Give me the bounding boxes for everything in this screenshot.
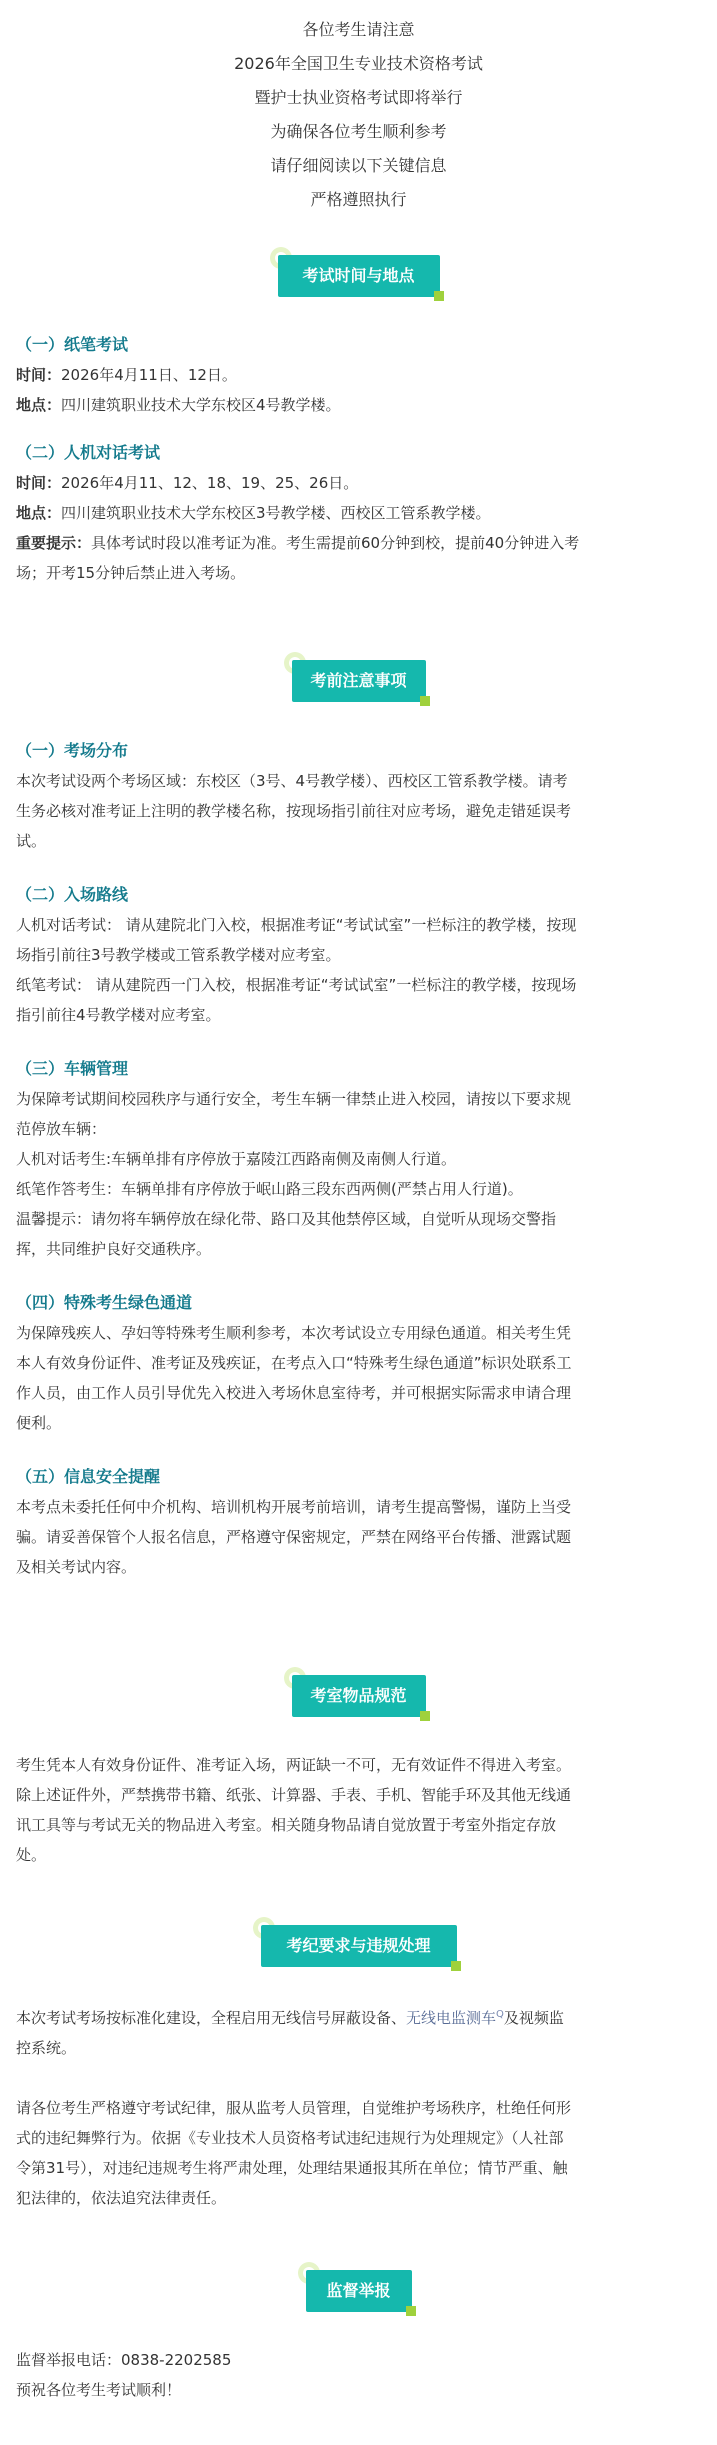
- paragraph: 生务必核对准考证上注明的教学楼名称，按现场指引前往对应考场，避免走错延误考: [16, 802, 572, 820]
- square-decoration-icon: [420, 1711, 430, 1721]
- intro-line: 为确保各位考生顺利参考: [270, 122, 447, 141]
- paragraph: 范停放车辆：: [16, 1120, 107, 1138]
- square-decoration-icon: [406, 2306, 416, 2316]
- paragraph: 讯工具等与考试无关的物品进入考室。相关随身物品请自觉放置于考室外指定存放: [16, 1816, 557, 1834]
- paragraph: 指引前往4号教学楼对应考室。: [16, 1006, 221, 1024]
- report-phone: 监督举报电话：0838-2202585: [16, 2351, 232, 2369]
- paragraph: 本次考试设两个考场区域：东校区（3号、4号教学楼）、西校区工管系教学楼。请考: [16, 772, 568, 790]
- section-badge-report: [306, 2270, 412, 2312]
- square-decoration-icon: [434, 291, 444, 301]
- section-badge-label: 考室物品规范: [292, 1675, 426, 1717]
- subsection-heading: （四）特殊考生绿色通道: [16, 1293, 193, 1312]
- paragraph: 处。: [16, 1846, 47, 1864]
- subsection-heading: （一）考场分布: [16, 741, 129, 760]
- paragraph: 本考点未委托任何中介机构、培训机构开展考前培训，请考生提高警惕，谨防上当受: [16, 1498, 572, 1516]
- paragraph: 人机对话考试： 请从建院北门入校，根据准考证“考试试室”一栏标注的教学楼，按现: [16, 916, 577, 934]
- paragraph: 地点：四川建筑职业技术大学东校区3号教学楼、西校区工管系教学楼。: [16, 504, 491, 522]
- paragraph: 本人有效身份证件、准考证及残疾证，在考点入口“特殊考生绿色通道”标识处联系工: [16, 1354, 572, 1372]
- section-badge-label: 监督举报: [306, 2270, 412, 2312]
- intro-line: 2026年全国卫生专业技术资格考试: [234, 54, 483, 73]
- paragraph: 犯法律的，依法追究法律责任。: [16, 2189, 227, 2207]
- section-notes: [16, 736, 702, 1582]
- section-badge-notes: [292, 660, 426, 702]
- search-icon[interactable]: Q: [496, 2009, 504, 2020]
- paragraph: 除上述证件外，严禁携带书籍、纸张、计算器、手表、手机、智能手环及其他无线通: [16, 1786, 572, 1804]
- paragraph: 为保障考试期间校园秩序与通行安全，考生车辆一律禁止进入校园，请按以下要求规: [16, 1090, 572, 1108]
- section-report: [16, 2345, 702, 2405]
- section-items: [16, 1750, 702, 1870]
- paragraph: 重要提示：具体考试时段以准考证为准。考生需提前60分钟到校，提前40分钟进入考: [16, 534, 580, 552]
- section-time-place: [16, 330, 702, 588]
- paragraph: 请各位考生严格遵守考试纪律，服从监考人员管理，自觉维护考场秩序，杜绝任何形: [16, 2099, 572, 2117]
- section-badge-discipline: [261, 1925, 457, 1967]
- paragraph: 时间：2026年4月11日、12日。: [16, 366, 237, 384]
- section-badge-items: [292, 1675, 426, 1717]
- paragraph: 纸笔作答考生：车辆单排有序停放于岷山路三段东西两侧(严禁占用人行道)。: [16, 1180, 523, 1198]
- subsection-heading: （三）车辆管理: [16, 1059, 129, 1078]
- monitor-vehicle-link[interactable]: 无线电监测车: [406, 2009, 497, 2027]
- intro-line: 各位考生请注意: [302, 20, 415, 39]
- paragraph: 便利。: [16, 1414, 62, 1432]
- intro-line: 暨护士执业资格考试即将举行: [254, 88, 463, 107]
- paragraph: 试。: [16, 832, 47, 850]
- paragraph: 场；开考15分钟后禁止进入考场。: [16, 564, 246, 582]
- paragraph: 人机对话考生:车辆单排有序停放于嘉陵江西路南侧及南侧人行道。: [16, 1150, 457, 1168]
- square-decoration-icon: [451, 1961, 461, 1971]
- subsection-heading: （一）纸笔考试: [16, 335, 129, 354]
- paragraph: 令第31号），对违纪违规考生将严肃处理，处理结果通报其所在单位；情节严重、触: [16, 2159, 568, 2177]
- paragraph: 式的违纪舞弊行为。依据《专业技术人员资格考试违纪违规行为处理规定》（人社部: [16, 2129, 564, 2147]
- intro-block: [0, 13, 717, 217]
- square-decoration-icon: [420, 696, 430, 706]
- subsection-heading: （二）入场路线: [16, 885, 129, 904]
- closing-wish: 预祝各位考生考试顺利！: [16, 2381, 182, 2399]
- subsection-heading: （五）信息安全提醒: [16, 1467, 161, 1486]
- intro-line: 严格遵照执行: [310, 190, 407, 209]
- paragraph: 场指引前往3号教学楼或工管系教学楼对应考室。: [16, 946, 341, 964]
- paragraph: 地点：四川建筑职业技术大学东校区4号教学楼。: [16, 396, 341, 414]
- paragraph: 控系统。: [16, 2039, 77, 2057]
- paragraph: 作人员，由工作人员引导优先入校进入考场休息室待考，并可根据实际需求申请合理: [16, 1384, 572, 1402]
- section-discipline: [16, 2000, 702, 2213]
- paragraph: 本次考试考场按标准化建设，全程启用无线信号屏蔽设备、无线电监测车$^Q$及视频监: [16, 2009, 564, 2027]
- paragraph: 骗。请妥善保管个人报名信息，严格遵守保密规定，严禁在网络平台传播、泄露试题: [16, 1528, 572, 1546]
- subsection-heading: （二）人机对话考试: [16, 443, 161, 462]
- paragraph: 纸笔考试： 请从建院西一门入校，根据准考证“考试试室”一栏标注的教学楼，按现场: [16, 976, 577, 994]
- section-badge-label: 考纪要求与违规处理: [261, 1925, 457, 1967]
- section-badge-label: 考试时间与地点: [278, 255, 440, 297]
- paragraph: 考生凭本人有效身份证件、准考证入场，两证缺一不可，无有效证件不得进入考室。: [16, 1756, 572, 1774]
- section-badge-time-place: [278, 255, 440, 297]
- section-badge-label: 考前注意事项: [292, 660, 426, 702]
- paragraph: 时间：2026年4月11、12、18、19、25、26日。: [16, 474, 359, 492]
- paragraph: 及相关考试内容。: [16, 1558, 137, 1576]
- paragraph: 为保障残疾人、孕妇等特殊考生顺利参考，本次考试设立专用绿色通道。相关考生凭: [16, 1324, 572, 1342]
- paragraph: 温馨提示：请勿将车辆停放在绿化带、路口及其他禁停区域，自觉听从现场交警指: [16, 1210, 557, 1228]
- paragraph: 挥，共同维护良好交通秩序。: [16, 1240, 212, 1258]
- intro-line: 请仔细阅读以下关键信息: [270, 156, 447, 175]
